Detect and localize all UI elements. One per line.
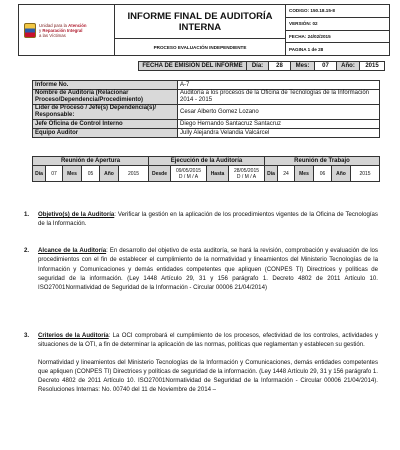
- opening-day-label: Día: [33, 166, 46, 181]
- from-label: Desde: [149, 166, 171, 181]
- month-label: Mes:: [291, 62, 315, 70]
- day-label: Día:: [247, 62, 269, 70]
- opening-year: 2015: [119, 166, 149, 181]
- coat-of-arms-icon: [24, 23, 36, 38]
- work-year-label: Año: [332, 166, 351, 181]
- month-value: 07: [315, 62, 337, 70]
- table-row: [33, 120, 380, 129]
- opening-month: 05: [82, 166, 100, 181]
- section-title: Objetivo(s) de la Auditoría: [38, 211, 115, 218]
- document-code: CODIGO: 150.18.15-8: [286, 5, 389, 18]
- year-value: 2015: [365, 63, 379, 69]
- meetings-header: [32, 156, 380, 166]
- from-date: 09/05/2015 D / M / A: [171, 166, 207, 181]
- section-number: 2.: [24, 247, 30, 254]
- table-row: [33, 105, 380, 120]
- opening-year-label: Año: [100, 166, 119, 181]
- opening-meeting-header: Reunión de Apertura: [33, 157, 149, 165]
- report-number-label: Informe No.: [33, 81, 178, 90]
- audit-name-label: Nombre de Auditoría (Relacionar Proceso/Dependencia/Procedimiento): [33, 90, 178, 105]
- section-objective: [24, 210, 378, 229]
- section-text: : En desarrollo del objetivo de esta auditoría, se hará la revisión, comprobación y evaluación de los procedimientos con el fin de establecer el cumplimiento de la normatividad y lineamientos del Ministerio Tecnologías de la Información y Comunicaciones y demás entidades competentes que apliquen (CONPES TI) Directrices y políticas de seguridad de la información. (Ley 1448 Artículo 29, 31 y 156 parágrafo 1. Decreto 4802 de 2011 Artículo 10. ISO27001Normatividad de Seguridad de la Información - Circular 00006 21/04/2014): [38, 247, 378, 292]
- document-version: VERSIÓN: 02: [286, 18, 389, 31]
- work-day: 24: [278, 166, 295, 181]
- day-value: 28: [269, 62, 291, 70]
- meetings-values: [32, 166, 380, 182]
- process-name: PROCESO EVALUACIÓN INDEPENDIENTE: [153, 44, 247, 50]
- table-row: [33, 81, 380, 90]
- control-head-value: Diego Hernando Santacruz Santacruz: [178, 120, 380, 129]
- section-text: : Verificar la gestión en la aplicación de los procedimientos vigentes de la Oficina de Tecnologías de la Información.: [38, 211, 378, 228]
- audit-team-label: Equipo Auditor: [33, 129, 178, 138]
- table-row: [33, 90, 380, 105]
- work-meeting-header: Reunión de Trabajo: [294, 158, 350, 164]
- process-leader-value: Cesar Alberto Gomez Lozano: [178, 105, 380, 120]
- section-number: 3.: [24, 332, 30, 339]
- document-date: FECHA: 24/02/2015: [286, 31, 389, 44]
- section-text-continued: Normatividad y lineamientos del Ministerio Tecnologías de la Información y Comunicaciones, demás entidades competentes que apliquen (CONPES TI) Directrices y políticas de seguridad de la información. (Ley 1448 Artículo 29, 31 y 156 parágrafo 1. Decreto 4802 de 2011 Artículo 10. ISO27001Normatividad de Seguridad de la Información - Circular 00006 21/04/2014). Resoluciones Internas: No. 00740 del 11 de Noviembre de 2014 –: [38, 358, 378, 394]
- work-month-label: Mes: [295, 166, 314, 181]
- work-month: 06: [314, 166, 332, 181]
- document-title: INFORME FINAL DE AUDITORÍA INTERNA: [115, 5, 285, 39]
- audit-team-value: Jully Alejandra Velandia Valcárcel: [178, 129, 380, 138]
- document-header: [18, 4, 390, 56]
- to-date: 28/05/2015 D / M / A: [229, 166, 265, 181]
- control-head-label: Jefe Oficina de Control Interno: [33, 120, 178, 129]
- report-number-value: A-7: [178, 81, 380, 90]
- header-title-block: [115, 5, 286, 55]
- to-label: Hasta: [207, 166, 229, 181]
- section-criteria: [24, 331, 378, 395]
- section-title: Criterios de la Auditoría: [38, 332, 109, 339]
- section-scope: [24, 246, 378, 292]
- audit-info-table: [32, 80, 380, 138]
- work-day-label: Día: [265, 166, 278, 181]
- logo-text: Unidad para la Atención y Reparación Integral a las Víctimas: [39, 22, 87, 38]
- table-row: [33, 129, 380, 138]
- section-title: Alcance de la Auditoría: [38, 247, 107, 254]
- year-label: Año:: [337, 62, 360, 70]
- execution-header: Ejecución de la Auditoría: [149, 157, 265, 165]
- page-indicator: PAGINA 1 de 28: [289, 46, 324, 52]
- emission-date-row: [138, 61, 385, 71]
- section-number: 1.: [24, 211, 30, 218]
- emission-date-label: FECHA DE EMISIÓN DEL INFORME: [139, 62, 247, 70]
- process-leader-label: Líder de Proceso / Jefe(s) Dependencia(s)/ Responsable:: [33, 105, 178, 120]
- opening-day: 07: [46, 166, 63, 181]
- opening-month-label: Mes: [63, 166, 82, 181]
- organization-logo: [19, 5, 115, 55]
- meetings-table: [32, 156, 380, 182]
- document-control: [286, 5, 389, 55]
- audit-name-value: Auditoría a los procesos de la Oficina de Tecnologías de la Información 2014 - 2015: [178, 90, 380, 105]
- work-year: 2015: [359, 170, 371, 177]
- section-text: : La OCI comprobará el cumplimiento de los procesos, efectividad de los controles, actividades y situaciones de la OTI, a fin de determinar la aplicación de las normas, políticas que reglamentan y establecen su gestión.: [38, 332, 378, 349]
